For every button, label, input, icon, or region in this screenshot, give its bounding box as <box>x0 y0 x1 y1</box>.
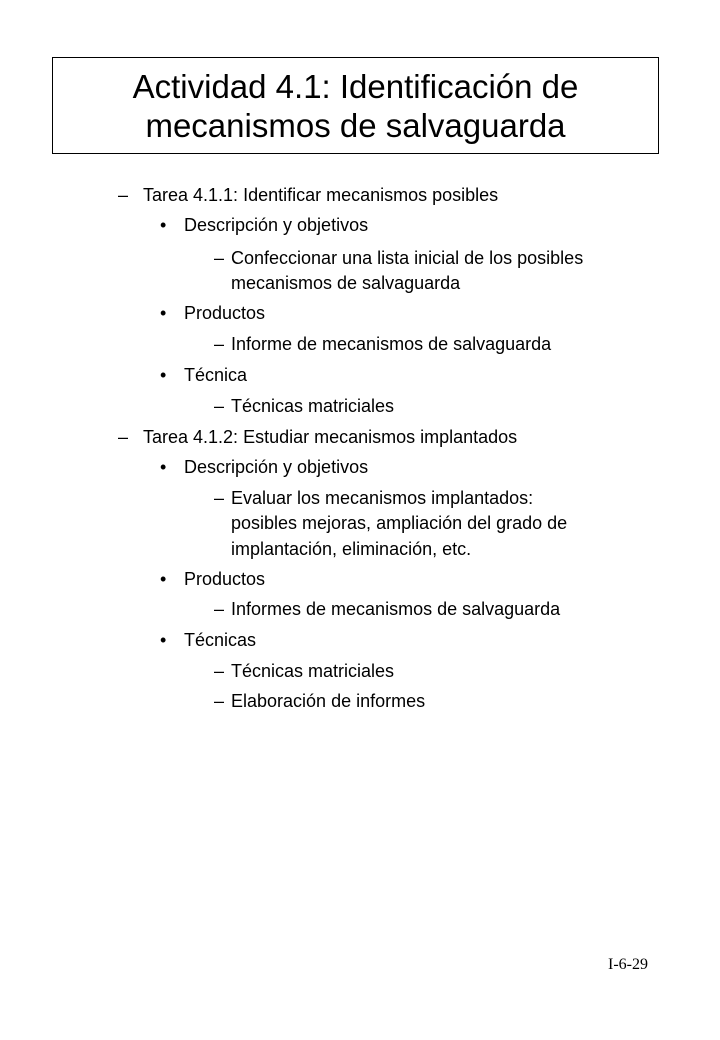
dash-marker: – <box>214 661 225 681</box>
item-text: Técnicas matriciales <box>231 396 395 416</box>
slide-title-line-2: mecanismos de salvaguarda <box>145 106 566 144</box>
dash-marker: – <box>214 691 225 711</box>
section-label: Descripción y objetivos <box>184 457 369 477</box>
item-text: Informe de mecanismos de salvaguarda <box>231 334 552 354</box>
bullet-marker: • <box>160 457 167 477</box>
item-text-line-1: Confeccionar una lista inicial de los posibles <box>231 248 584 268</box>
section-label: Técnica <box>184 365 248 385</box>
page-code: I-6-29 <box>608 956 648 973</box>
item-text-line-3: implantación, eliminación, etc. <box>231 539 472 559</box>
dash-marker: – <box>118 427 129 447</box>
dash-marker: – <box>214 396 225 416</box>
item-text: Informes de mecanismos de salvaguarda <box>231 599 561 619</box>
item-text-line-2: posibles mejoras, ampliación del grado de <box>231 513 568 533</box>
bullet-marker: • <box>160 303 167 323</box>
section-label: Productos <box>184 303 266 323</box>
dash-marker: – <box>118 185 129 205</box>
bullet-marker: • <box>160 365 167 385</box>
section-label: Productos <box>184 569 266 589</box>
bullet-marker: • <box>160 630 167 650</box>
item-text: Elaboración de informes <box>231 691 426 711</box>
dash-marker: – <box>214 334 225 354</box>
section-label: Descripción y objetivos <box>184 215 369 235</box>
item-text: Técnicas matriciales <box>231 661 395 681</box>
item-text-line-1: Evaluar los mecanismos implantados: <box>231 488 534 508</box>
dash-marker: – <box>214 599 225 619</box>
bullet-marker: • <box>160 215 167 235</box>
title-box <box>52 57 659 154</box>
bullet-marker: • <box>160 569 167 589</box>
task-2-title: Tarea 4.1.2: Estudiar mecanismos implantados <box>143 427 518 447</box>
task-1-title: Tarea 4.1.1: Identificar mecanismos posibles <box>143 185 499 205</box>
slide-title-line-1: Actividad 4.1: Identificación de <box>132 67 579 105</box>
dash-marker: – <box>214 488 225 508</box>
dash-marker: – <box>214 248 225 268</box>
section-label: Técnicas <box>184 630 257 650</box>
item-text-line-2: mecanismos de salvaguarda <box>231 273 461 293</box>
